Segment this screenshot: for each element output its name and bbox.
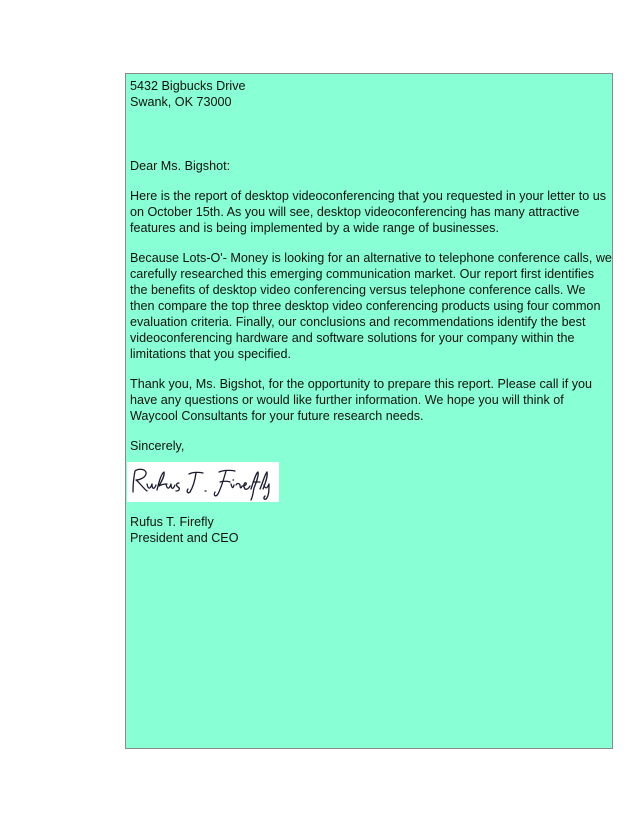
salutation-text: Dear Ms. Bigshot: [130, 159, 231, 173]
signature-image [127, 462, 279, 502]
paragraph-line: Thank you, Ms. Bigshot, for the opportunity to prepare this report. Please call if you [130, 377, 593, 391]
paragraph-line: limitations that you specified. [130, 347, 292, 361]
address-street: 5432 Bigbucks Drive [130, 79, 246, 93]
paragraph-line: evaluation criteria. Finally, our conclusions and recommendations identify the best [130, 315, 586, 329]
paragraph-intro [130, 188, 607, 236]
paragraph-line: have any questions or would like further information. We hope you will think of [130, 393, 564, 407]
paragraph-line: on October 15th. As you will see, desktop videoconferencing has many attractive [130, 205, 580, 219]
paragraph-line: features and is being implemented by a wide range of businesses. [130, 221, 499, 235]
paragraph-line: Here is the report of desktop videoconferencing that you requested in your letter to us [130, 189, 607, 203]
paragraph-line: then compare the top three desktop video conferencing products using four common [130, 299, 601, 313]
paragraph-line: Waycool Consultants for your future research needs. [130, 409, 424, 423]
signer-name: Rufus T. Firefly [130, 515, 214, 529]
closing-text: Sincerely, [130, 439, 185, 453]
paragraph-research [130, 250, 612, 362]
salutation [130, 158, 607, 174]
paragraph-line: Because Lots-O'- Money is looking for an alternative to telephone conference calls, we [130, 251, 612, 265]
sender-address [130, 78, 607, 110]
paragraph-line: the benefits of desktop video conferencing versus telephone conference calls. We [130, 283, 586, 297]
closing [130, 438, 607, 454]
signer-title: President and CEO [130, 531, 239, 545]
handwritten-signature [127, 462, 279, 502]
paragraph-thanks [130, 376, 607, 424]
signer-block [130, 514, 607, 546]
address-city-state-zip: Swank, OK 73000 [130, 95, 232, 109]
letter-body [125, 73, 613, 749]
paragraph-line: carefully researched this emerging communication market. Our report first identifies [130, 267, 595, 281]
paragraph-line: videoconferencing hardware and software solutions for your company within the [130, 331, 575, 345]
